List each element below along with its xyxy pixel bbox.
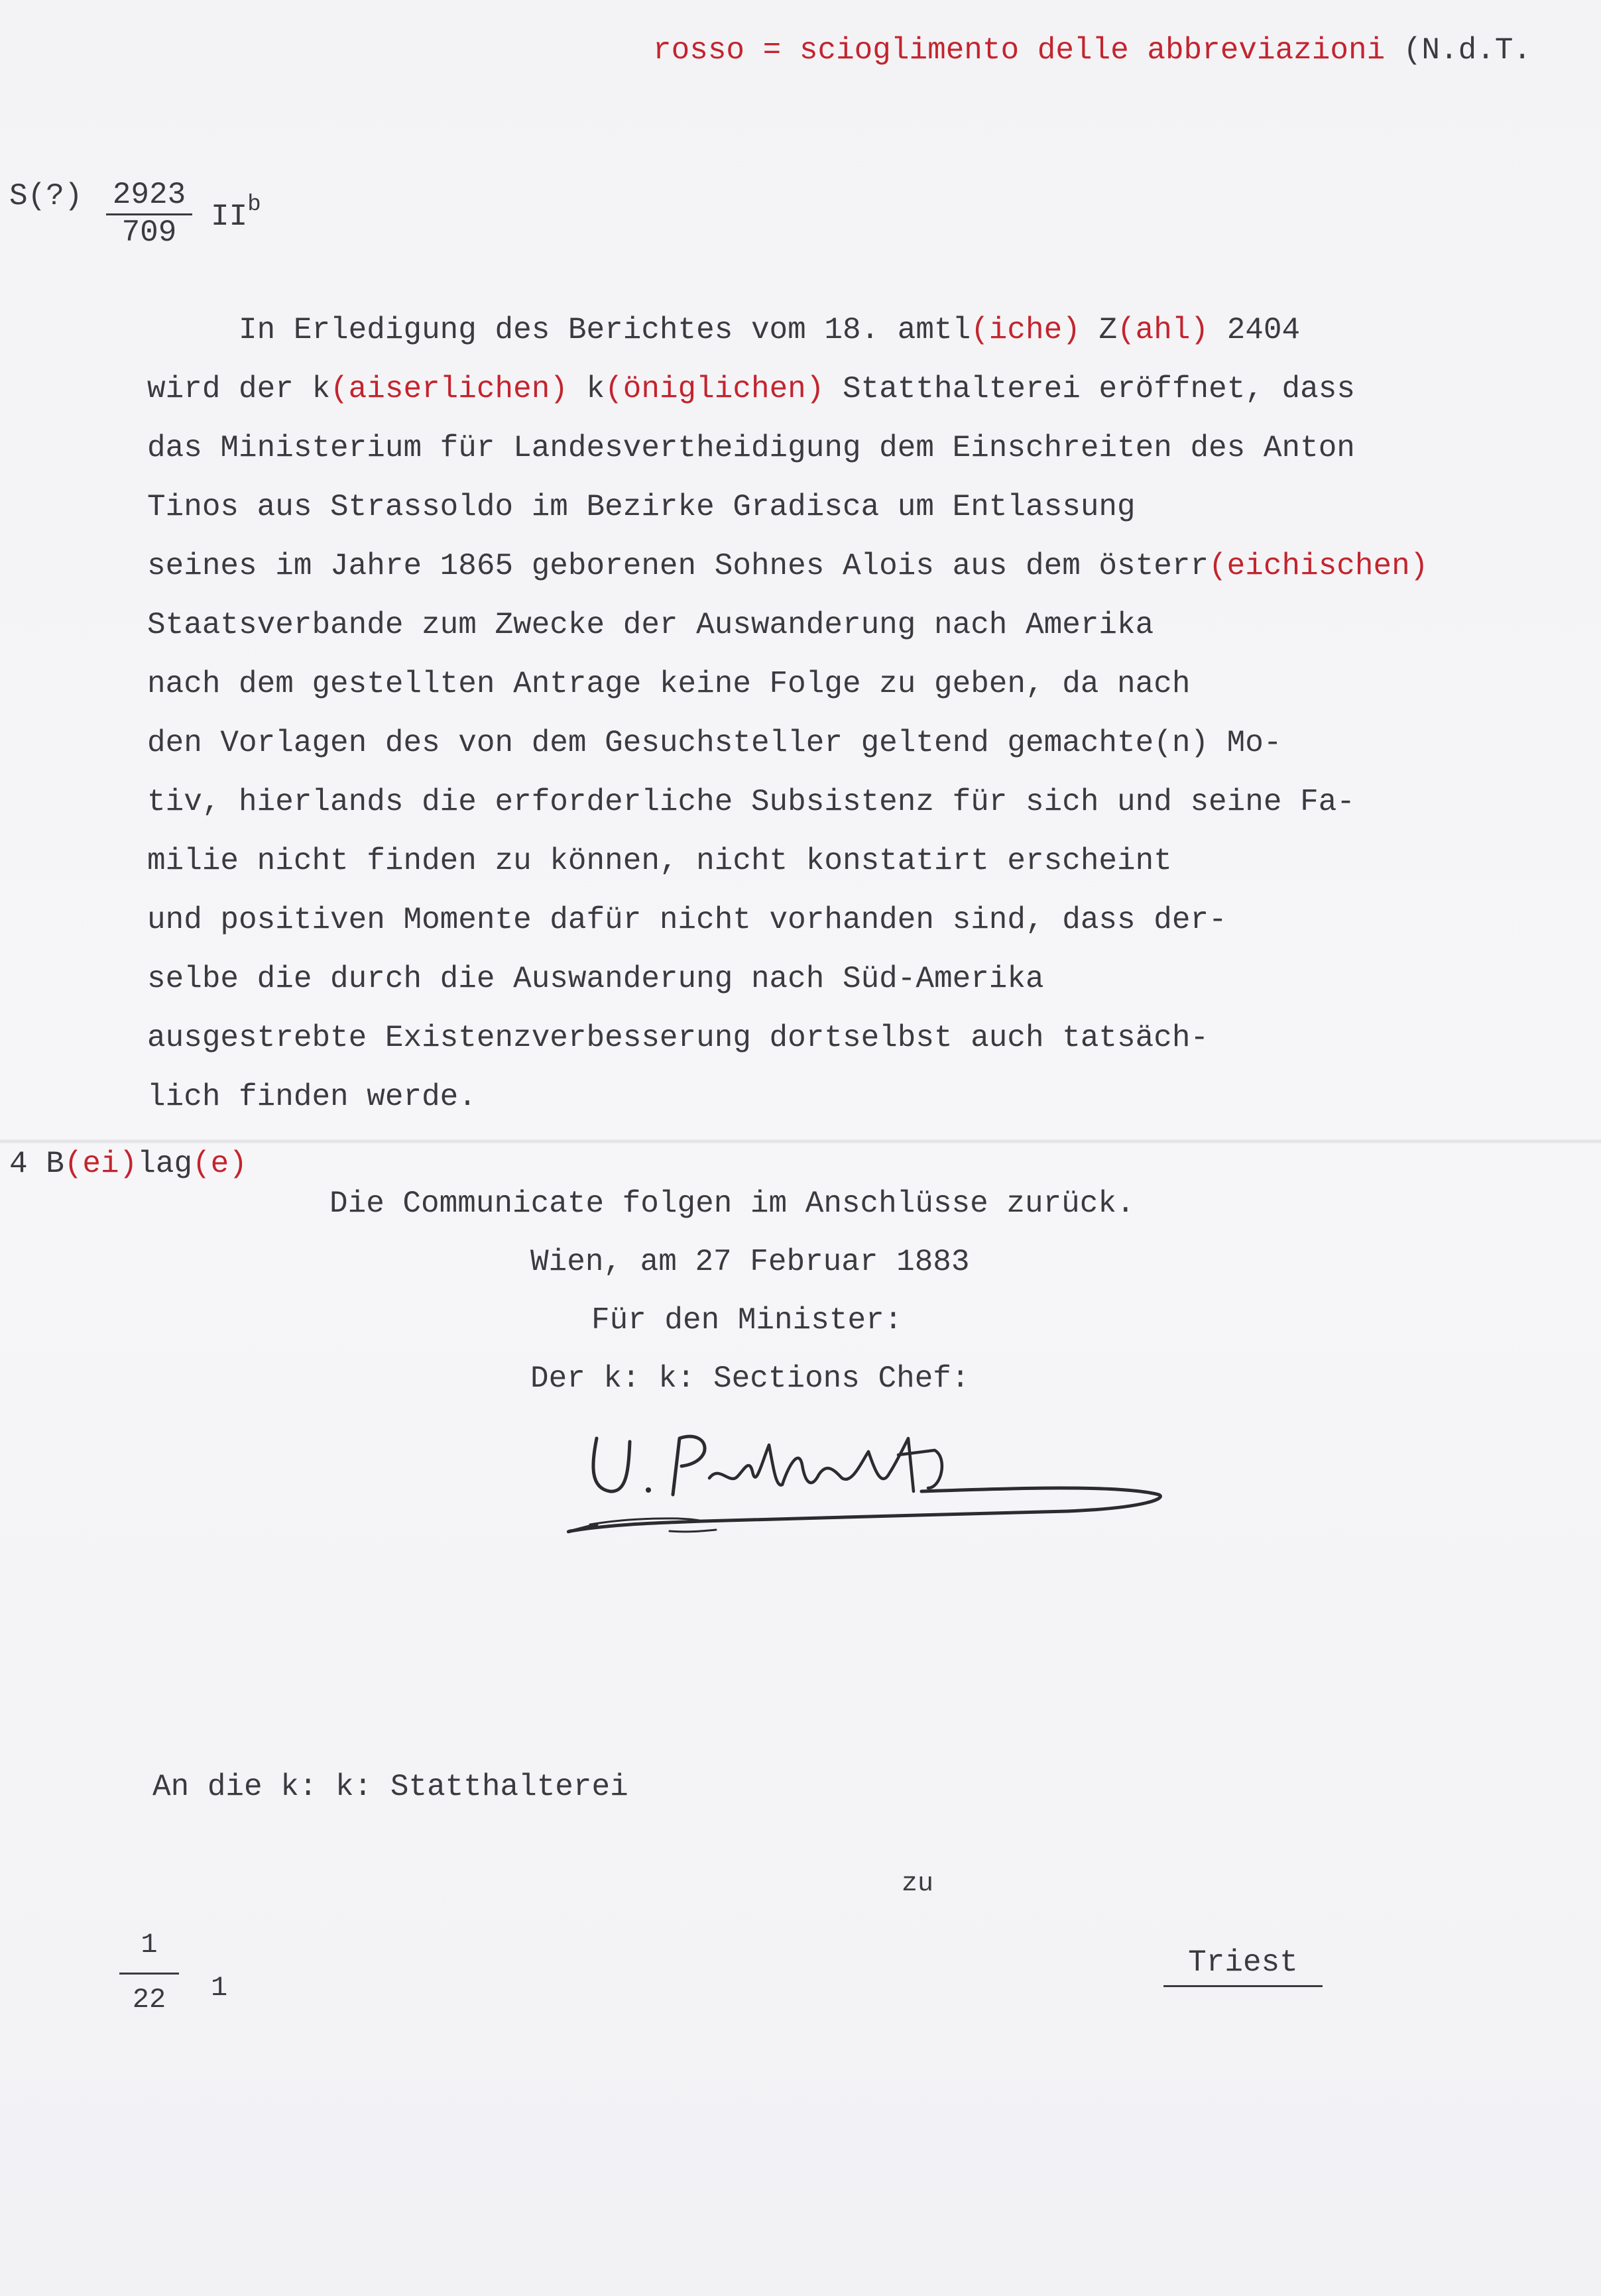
body-text-segment: tiv, hierlands die erforderliche Subsistenz für sich und seine Fa- xyxy=(147,785,1355,819)
body-text-segment: nach dem gestellten Antrage keine Folge zu geben, da nach xyxy=(147,667,1191,701)
reference-roman-numeral: II xyxy=(211,200,248,234)
body-text-segment: 2404 xyxy=(1209,313,1301,347)
body-line xyxy=(147,371,1572,430)
body-line xyxy=(147,1019,1572,1078)
closing-line-sections-chef: Der k: k: Sections Chef: xyxy=(530,1361,970,1396)
body-text-segment: lich finden werde. xyxy=(147,1080,477,1114)
body-text-segment: In Erledigung des Berichtes vom 18. amtl xyxy=(147,313,971,347)
abbreviation-expansion: (eichischen) xyxy=(1209,549,1429,583)
body-text-segment: Staatsverbande zum Zwecke der Auswanderung nach Amerika xyxy=(147,608,1154,642)
body-line xyxy=(147,1078,1572,1137)
handwritten-signature xyxy=(550,1425,1173,1544)
signature-drawing xyxy=(550,1425,1173,1544)
abbreviation-expansion: (aiserlichen) xyxy=(330,372,568,406)
reference-fraction xyxy=(106,178,192,250)
translator-note-red-word: rosso xyxy=(653,33,745,68)
marginal-fraction xyxy=(119,1929,179,2016)
body-text-segment: Statthalterei eröffnet, dass xyxy=(824,372,1355,406)
body-line xyxy=(147,960,1572,1019)
body-text-segment: Tinos aus Strassoldo im Bezirke Gradisca um Entlassung xyxy=(147,490,1136,524)
marginal-side-number: 1 xyxy=(211,1972,228,2004)
abbreviation-expansion: (ahl) xyxy=(1117,313,1209,347)
beilage-abbr-1: (ei) xyxy=(64,1147,138,1181)
beilage-note xyxy=(9,1147,247,1181)
body-text-segment: k xyxy=(567,372,605,406)
closing-line-minister: Für den Minister: xyxy=(591,1303,903,1338)
body-line xyxy=(147,901,1572,960)
closing-line-communicate: Die Communicate folgen im Anschlüsse zurück. xyxy=(329,1186,1135,1221)
body-line xyxy=(147,312,1572,371)
body-text-segment: seines im Jahre 1865 geborenen Sohnes Alois aus dem österr xyxy=(147,549,1209,583)
reference-roman xyxy=(211,192,261,234)
body-text-segment: das Ministerium für Landesvertheidigung dem Einschreiten des Anton xyxy=(147,431,1355,465)
beilage-word: lag xyxy=(137,1147,193,1181)
body-text-segment: Z xyxy=(1080,313,1118,347)
translator-note-equals: = xyxy=(744,33,800,68)
reference-prefix: S(?) xyxy=(9,179,83,213)
body-line xyxy=(147,724,1572,783)
addressee-zu: zu xyxy=(902,1869,934,1899)
addressee-line: An die k: k: Statthalterei xyxy=(152,1770,628,1804)
marginal-numerator: 1 xyxy=(119,1929,179,1975)
paper-fold-line xyxy=(0,1139,1601,1144)
body-line xyxy=(147,488,1572,547)
marginal-denominator: 22 xyxy=(132,1984,166,2016)
body-line xyxy=(147,842,1572,901)
body-line xyxy=(147,606,1572,665)
body-line xyxy=(147,783,1572,842)
abbreviation-expansion: (öniglichen) xyxy=(605,372,825,406)
addressee-city: Triest xyxy=(1163,1945,1323,1987)
abbreviation-expansion: (iche) xyxy=(971,313,1081,347)
letter-body xyxy=(147,312,1572,1137)
body-text-segment: und positiven Momente dafür nicht vorhanden sind, dass der- xyxy=(147,903,1227,937)
body-line xyxy=(147,665,1572,724)
translator-note-text: scioglimento delle abbreviazioni xyxy=(799,33,1386,68)
body-text-segment: den Vorlagen des von dem Gesuchsteller geltend gemachte(n) Mo- xyxy=(147,726,1282,760)
translator-note xyxy=(653,33,1531,68)
body-text-segment: selbe die durch die Auswanderung nach Süd-Amerika xyxy=(147,962,1044,996)
translator-note-suffix: (N.d.T. xyxy=(1385,33,1532,68)
beilage-count: 4 B xyxy=(9,1147,64,1181)
body-text-segment: wird der k xyxy=(147,372,331,406)
reference-denominator: 709 xyxy=(121,215,177,250)
closing-line-date: Wien, am 27 Februar 1883 xyxy=(530,1245,970,1279)
beilage-abbr-2: (e) xyxy=(192,1147,247,1181)
reference-superscript: b xyxy=(247,192,261,217)
reference-numerator: 2923 xyxy=(106,178,192,215)
body-line xyxy=(147,430,1572,488)
body-text-segment: milie nicht finden zu können, nicht konstatirt erscheint xyxy=(147,844,1172,878)
body-text-segment: ausgestrebte Existenzverbesserung dortselbst auch tatsäch- xyxy=(147,1021,1209,1055)
body-line xyxy=(147,547,1572,606)
